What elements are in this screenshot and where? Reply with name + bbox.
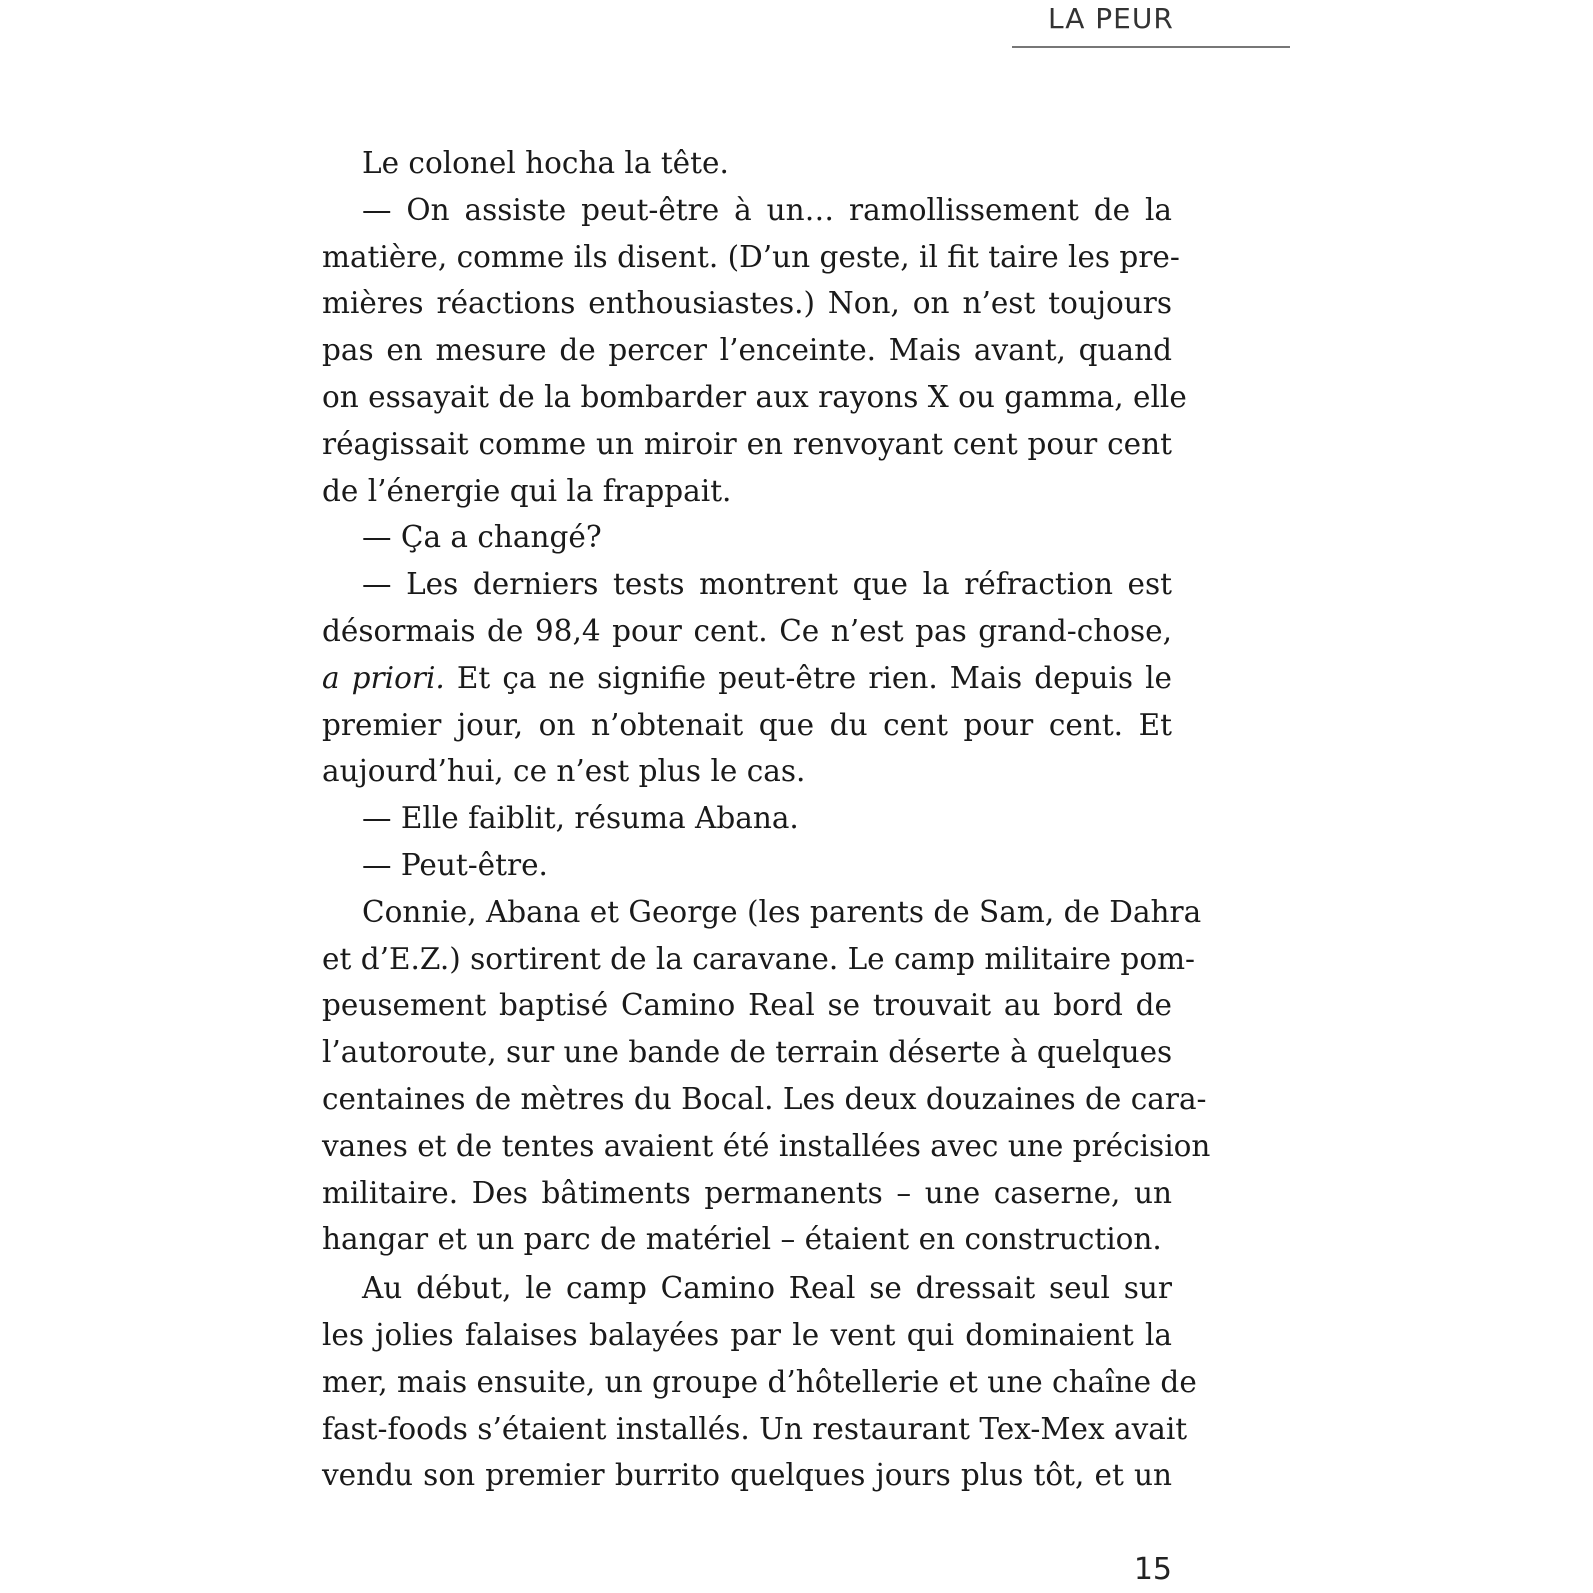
text-line-mixed [322,655,1172,702]
text-line: fast-foods s’étaient installés. Un restaurant Tex-Mex avait [322,1411,1188,1446]
text-line: désormais de 98,4 pour cent. Ce n’est pas grand-chose, [322,613,1172,648]
text-line: Connie, Abana et George (les parents de Sam, de Dahra [362,894,1202,929]
text-line: on essayait de la bombarder aux rayons X ou gamma, elle [322,379,1187,414]
italic-phrase: a priori. [322,660,445,695]
text-line: premier jour, on n’obtenait que du cent pour cent. Et [322,707,1172,742]
text-line: aujourd’hui, ce n’est plus le cas. [322,754,806,789]
text-line: — Peut-être. [362,847,548,882]
text-line: l’autoroute, sur une bande de terrain déserte à quelques [322,1035,1173,1070]
text-line: — Elle faiblit, résuma Abana. [362,801,799,836]
running-head [1012,0,1290,48]
text-line: militaire. Des bâtiments permanents – une caserne, un [322,1175,1172,1210]
text-run: Et ça ne signifie peut-être rien. Mais depuis le [444,660,1173,695]
text-line: et d’E.Z.) sortirent de la caravane. Le camp militaire pom- [322,941,1196,976]
text-line: peusement baptisé Camino Real se trouvait au bord de [322,988,1172,1023]
text-line: les jolies falaises balayées par le vent qui dominaient la [322,1317,1172,1352]
text-line: centaines de mètres du Bocal. Les deux douzaines de cara- [322,1081,1207,1116]
body-text [322,140,1211,1499]
text-line: Le colonel hocha la tête. [362,146,729,180]
text-line: vanes et de tentes avaient été installées avec une précision [322,1128,1211,1163]
text-line: pas en mesure de percer l’enceinte. Mais avant, quand [322,333,1172,368]
text-line: — Ça a changé? [362,520,602,555]
text-line: hangar et un parc de matériel – étaient en construction. [322,1222,1162,1257]
text-line: de l’énergie qui la frappait. [322,473,732,508]
text-line: Au début, le camp Camino Real se dressait seul sur [362,1271,1172,1306]
text-line: réagissait comme un miroir en renvoyant cent pour cent [322,426,1172,461]
text-line: mer, mais ensuite, un groupe d’hôtellerie et une chaîne de [322,1364,1197,1399]
text-line: — On assiste peut-être à un… ramollissement de la [362,192,1172,227]
text-line: matière, comme ils disent. (D’un geste, il fit taire les pre- [322,239,1180,274]
text-line: vendu son premier burrito quelques jours plus tôt, et un [322,1458,1172,1493]
text-line: — Les derniers tests montrent que la réfraction est [362,567,1172,602]
running-head-title: LA PEUR [1048,2,1174,35]
text-line: mières réactions enthousiastes.) Non, on n’est toujours [322,286,1172,321]
page-number: 15 [1133,1552,1172,1587]
